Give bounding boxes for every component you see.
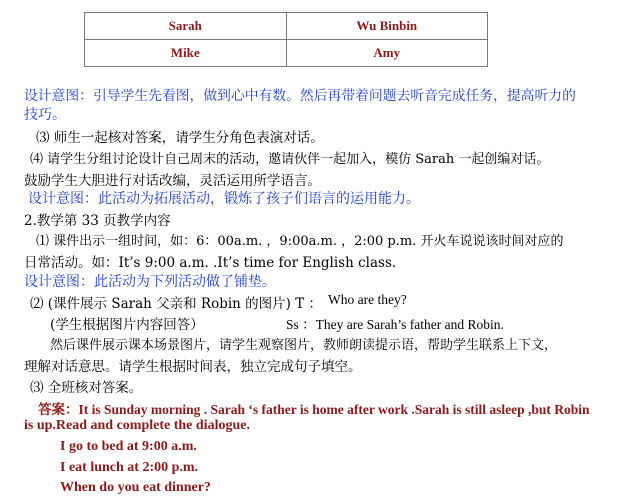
table-row — [85, 13, 488, 40]
design-intent-line: 设计意图：此活动为拓展活动，锻炼了孩子们语言的运用能力。 — [28, 191, 420, 207]
section-heading: 2.教学第 33 页教学内容 — [24, 213, 171, 229]
text-line: ⑷ 请学生分组讨论设计自己周末的活动，邀请伙伴一起加入，模仿 Sarah 一起创编对话。 — [30, 152, 550, 167]
answer-line: 答案：It is Sunday morning . Sarah ‘s father is home after work .Sarah is still asleep ,but Robin — [38, 402, 590, 417]
text-line: 然后课件展示课本场景图片，请学生观察图片，教师朗读提示语，帮助学生联系上下文， — [50, 338, 558, 353]
answer-line: When do you eat dinner? — [60, 480, 211, 495]
design-intent-line: 设计意图：此活动为下列活动做了铺垫。 — [24, 274, 276, 290]
table-cell: Sarah — [85, 13, 287, 40]
table-cell: Wu Binbin — [286, 13, 488, 40]
table-cell: Amy — [286, 40, 488, 67]
text-line: Ss ：They are Sarah’s father and Robin. — [286, 317, 504, 332]
names-table — [84, 12, 488, 67]
table-row — [85, 40, 488, 67]
text-line: (学生根据图片内容回答） — [50, 317, 204, 333]
design-intent-line: 设计意图：引导学生先看图，做到心中有数。然后再带着问题去听音完成任务，提高听力的 — [24, 88, 576, 104]
text-line: ⑵ (课件展示 Sarah 父亲和 Robin 的图片) T ： — [30, 296, 323, 312]
text-line: ⑴ 课件出示一组时间，如：6：00a.m. ，9:00a.m. ，2:00 p.m. 开火车说说该时间对应的 — [36, 234, 564, 249]
text-line: 日常活动。如：It’s 9:00 a.m. .It’s time for English class. — [24, 255, 397, 271]
table-cell: Mike — [85, 40, 287, 67]
text-line: ⑶ 全班核对答案。 — [30, 380, 143, 396]
answer-line: I eat lunch at 2:00 p.m. — [60, 460, 199, 475]
text-line: 理解对话意思。请学生根据时间表，独立完成句子填空。 — [24, 359, 362, 375]
design-intent-line: 技巧。 — [24, 107, 66, 123]
answer-line: is up.Read and complete the dialogue. — [24, 418, 250, 433]
text-line: Who are they? — [328, 292, 407, 307]
text-line: 鼓励学生大胆进行对话改编，灵活运用所学语言。 — [24, 173, 321, 189]
text-line: ⑶ 师生一起核对答案，请学生分角色表演对话。 — [36, 130, 324, 146]
answer-line: I go to bed at 9:00 a.m. — [60, 439, 197, 454]
